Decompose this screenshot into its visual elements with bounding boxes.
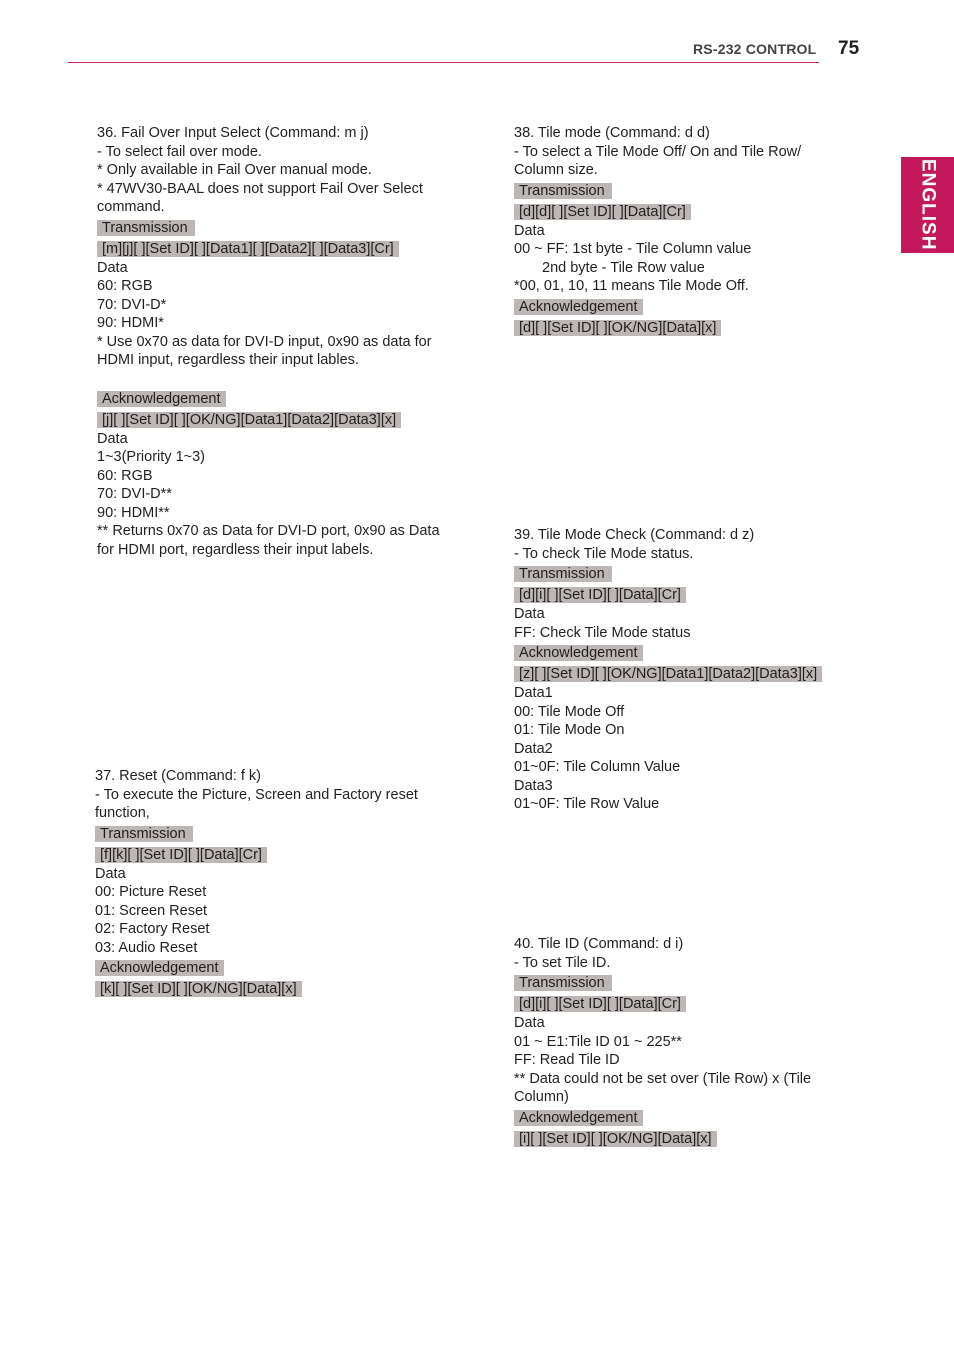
ack-data-line: 60: RGB	[97, 467, 153, 484]
section-heading: 36. Fail Over Input Select (Command: m j)	[97, 125, 369, 141]
transmission-code: [d][i][ ][Set ID][ ][Data][Cr]	[514, 996, 686, 1012]
description: - To check Tile Mode status.	[514, 545, 694, 562]
ack-data-line: 90: HDMI**	[97, 504, 170, 521]
ack-data-line: 70: DVI-D**	[97, 486, 172, 502]
transmission-label: Transmission	[95, 826, 193, 842]
section-36	[97, 124, 447, 559]
transmission-label: Transmission	[97, 220, 195, 236]
ack-data-line: Data3	[514, 777, 553, 794]
ack-data-line: 01: Tile Mode On	[514, 722, 625, 738]
data-line: 60: RGB	[97, 278, 153, 294]
language-tab	[901, 157, 954, 253]
language-label: ENGLISH	[917, 159, 939, 251]
description: - To select a Tile Mode Off/ On and Tile Row/ Column size.	[514, 143, 802, 178]
data-note: * Use 0x70 as data for DVI-D input, 0x90 as data for HDMI input, regardless their input lables.	[97, 333, 432, 368]
data-line: 01: Screen Reset	[95, 902, 208, 919]
ack-data-line: 01~0F: Tile Column Value	[514, 759, 681, 775]
data-line: Data	[514, 606, 545, 622]
ack-data-line: 1~3(Priority 1~3)	[97, 449, 205, 465]
transmission-label: Transmission	[514, 566, 612, 582]
acknowledgement-code: [k][ ][Set ID][ ][OK/NG][Data][x]	[95, 981, 302, 997]
acknowledgement-label: Acknowledgement	[97, 391, 226, 407]
data-line: 90: HDMI*	[97, 315, 164, 331]
transmission-code: [d][i][ ][Set ID][ ][Data][Cr]	[514, 587, 686, 603]
section-title: RS-232 CONTROL	[693, 41, 817, 57]
data-note: *00, 01, 10, 11 means Tile Mode Off.	[514, 278, 749, 294]
section-heading: 40. Tile ID (Command: d i)	[514, 936, 684, 952]
data-line: Data	[514, 1015, 545, 1031]
section-heading: 38. Tile mode (Command: d d)	[514, 125, 710, 141]
section-40	[514, 935, 834, 1149]
description: - To execute the Picture, Screen and Factory reset function,	[95, 786, 418, 821]
note: * 47WV30-BAAL does not support Fail Over Select command.	[97, 180, 423, 215]
ack-data-line: Data2	[514, 740, 553, 757]
data-line: 02: Factory Reset	[95, 921, 210, 937]
transmission-label: Transmission	[514, 183, 612, 199]
data-line: 2nd byte - Tile Row value	[542, 259, 705, 276]
data-line: Data	[514, 222, 545, 239]
section-heading: 39. Tile Mode Check (Command: d z)	[514, 527, 755, 543]
page-number: 75	[838, 38, 860, 59]
note: * Only available in Fail Over manual mode.	[97, 162, 372, 178]
section-39	[514, 526, 834, 814]
data-line: 01 ~ E1:Tile ID 01 ~ 225**	[514, 1033, 682, 1050]
ack-data-note: ** Returns 0x70 as Data for DVI-D port, 0x90 as Data for HDMI port, regardless their input labels.	[97, 523, 440, 558]
section-37	[95, 767, 445, 999]
ack-data-line: 00: Tile Mode Off	[514, 703, 625, 720]
description: - To set Tile ID.	[514, 954, 611, 971]
description: - To select fail over mode.	[97, 143, 262, 160]
acknowledgement-code: [d][ ][Set ID][ ][OK/NG][Data][x]	[514, 320, 721, 336]
ack-data-line: Data1	[514, 685, 553, 701]
data-line: Data	[95, 865, 126, 882]
transmission-code: [d][d][ ][Set ID][ ][Data][Cr]	[514, 204, 691, 220]
ack-data-line: Data	[97, 430, 128, 447]
ack-data-line: 01~0F: Tile Row Value	[514, 796, 660, 812]
section-38	[514, 124, 824, 338]
transmission-label: Transmission	[514, 975, 612, 991]
data-line: 03: Audio Reset	[95, 939, 198, 956]
acknowledgement-label: Acknowledgement	[514, 299, 643, 315]
acknowledgement-code: [z][ ][Set ID][ ][OK/NG][Data1][Data2][Data3][x]	[514, 666, 822, 682]
transmission-code: [f][k][ ][Set ID][ ][Data][Cr]	[95, 847, 267, 863]
data-line: FF: Read Tile ID	[514, 1052, 620, 1068]
data-line: 70: DVI-D*	[97, 296, 167, 313]
header-divider	[68, 62, 819, 63]
data-line: Data	[97, 259, 128, 276]
transmission-code: [m][j][ ][Set ID][ ][Data1][ ][Data2][ ][Data3][Cr]	[97, 241, 399, 257]
data-note: ** Data could not be set over (Tile Row) x (Tile Column)	[514, 1070, 812, 1105]
acknowledgement-label: Acknowledgement	[514, 645, 643, 661]
acknowledgement-code: [j][ ][Set ID][ ][OK/NG][Data1][Data2][Data3][x]	[97, 412, 401, 428]
data-line: 00 ~ FF: 1st byte - Tile Column value	[514, 241, 752, 257]
data-line: FF: Check Tile Mode status	[514, 624, 691, 641]
section-heading: 37. Reset (Command: f k)	[95, 768, 261, 784]
acknowledgement-label: Acknowledgement	[514, 1110, 643, 1126]
acknowledgement-code: [i][ ][Set ID][ ][OK/NG][Data][x]	[514, 1131, 717, 1147]
data-line: 00: Picture Reset	[95, 884, 207, 900]
acknowledgement-label: Acknowledgement	[95, 960, 224, 976]
